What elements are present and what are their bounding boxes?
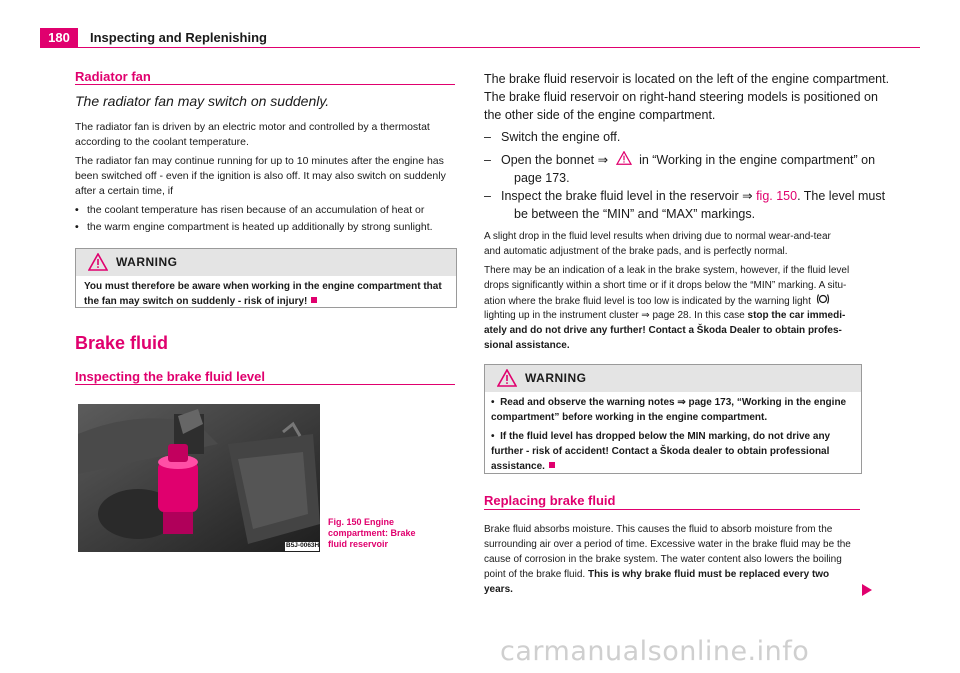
replacing-line-3: cause of corrosion in the brake system. The water content also lowers the boiling xyxy=(484,554,842,565)
brake-paragraph-4-line-1: There may be an indication of a leak in the brake system, however, if the fluid level xyxy=(484,265,850,276)
replacing-line-4-text: point of the brake fluid. xyxy=(484,569,586,580)
warning-bullet-2-line-1 xyxy=(491,429,830,445)
bullet-dot: • xyxy=(491,431,495,442)
radiator-heading-rule xyxy=(75,84,455,85)
brake-paragraph-1-line-2: The brake fluid reservoir on right-hand steering models is positioned on xyxy=(484,90,878,104)
replacing-line-5: years. xyxy=(484,584,513,595)
radiator-fan-heading: Radiator fan xyxy=(75,69,151,84)
figure-caption xyxy=(328,517,438,550)
warning-bullet-2-line-2: further - risk of accident! Contact a Škoda dealer to obtain professional xyxy=(491,446,830,457)
figure-code: B5J-0063H xyxy=(286,542,320,549)
warning-label: WARNING xyxy=(525,371,587,385)
brake-paragraph-4-line-3-text: ation where the brake fluid level is too low is indicated by the warning light xyxy=(484,296,811,307)
brake-paragraph-4-line-5: ately and do not drive any further! Contact a Škoda Dealer to obtain profes- xyxy=(484,325,842,336)
warning-triangle-icon xyxy=(88,253,108,271)
inspecting-heading-rule xyxy=(75,384,455,385)
end-marker-icon xyxy=(311,297,317,303)
page-number: 180 xyxy=(40,28,78,48)
warning-triangle-icon xyxy=(497,369,517,387)
brake-paragraph-4-line-4-text: lighting up in the instrument cluster ⇒ page 28. In this case xyxy=(484,310,745,321)
warning-bullet-2-text-end: assistance. xyxy=(491,461,545,472)
step-1: Switch the engine off. xyxy=(501,130,621,144)
warning-label: WARNING xyxy=(116,255,178,269)
brake-paragraph-1-line-3: the other side of the engine compartment. xyxy=(484,108,716,122)
brake-paragraph-4-line-2: drops significantly within a short time or if it drops below the “MIN” marking. A situ- xyxy=(484,280,847,291)
replacing-line-4-bold: This is why brake fluid must be replaced every two xyxy=(587,569,830,580)
brake-paragraph-4-line-4 xyxy=(484,308,845,324)
brake-fluid-reservoir-illustration xyxy=(78,404,320,552)
bullet-dot: • xyxy=(75,204,79,216)
step-3-text-b: . The level must xyxy=(797,189,886,203)
warning-bullet-2-text: If the fluid level has dropped below the MIN marking, do not drive any xyxy=(500,431,831,442)
brake-paragraph-3-line-1: A slight drop in the fluid level results when driving due to normal wear-and-tear xyxy=(484,231,831,242)
list-item-text: the coolant temperature has risen because of an accumulation of heat or xyxy=(87,204,425,216)
brake-warning-box xyxy=(484,364,862,474)
radiator-paragraph-2-line-1: The radiator fan may continue running for up to 10 minutes after the engine has xyxy=(75,155,444,167)
warning-text-line-2 xyxy=(84,294,317,310)
step-2-text-b: in “Working in the engine compartment” on xyxy=(639,153,876,167)
warning-bullet-2-line-3 xyxy=(491,459,555,475)
warning-text-line-1: You must therefore be aware when working in the engine compartment that xyxy=(84,281,442,292)
warning-bullet-1-line-2: compartment” before working in the engine compartment. xyxy=(491,412,768,423)
brake-paragraph-3-line-2: and automatic adjustment of the brake pads, and is perfectly normal. xyxy=(484,246,788,257)
end-marker-icon xyxy=(549,462,555,468)
radiator-paragraph-1-line-1: The radiator fan is driven by an electric motor and controlled by a thermostat xyxy=(75,121,430,133)
step-dash: – xyxy=(484,130,491,144)
next-page-arrow-icon[interactable] xyxy=(860,583,874,597)
figure-caption-line-1: Fig. 150 Engine xyxy=(328,517,395,527)
list-item xyxy=(75,219,455,235)
list-item xyxy=(75,202,455,218)
figure-caption-line-3: fluid reservoir xyxy=(328,539,389,549)
figure-150-link[interactable]: fig. 150 xyxy=(756,189,798,203)
list-item-text: the warm engine compartment is heated up additionally by strong sunlight. xyxy=(87,221,433,233)
replacing-brake-fluid-heading: Replacing brake fluid xyxy=(484,493,616,508)
radiator-intro: The radiator fan may switch on suddenly. xyxy=(75,93,330,109)
step-dash: – xyxy=(484,153,491,167)
radiator-paragraph-1-line-2: according to the coolant temperature. xyxy=(75,136,249,148)
warning-bullet-1-text: Read and observe the warning notes ⇒ page 173, “Working in the engine xyxy=(500,397,847,408)
replacing-line-2: surrounding air over a period of time. Excessive water in the brake fluid may be the xyxy=(484,539,851,550)
step-2-line-2: page 173. xyxy=(514,171,570,185)
watermark: carmanualsonline.info xyxy=(500,636,810,667)
replacing-line-1: Brake fluid absorbs moisture. This causes the fluid to absorb moisture from the xyxy=(484,524,833,535)
figure-caption-line-2: compartment: Brake xyxy=(328,528,416,538)
brake-paragraph-4-line-6: sional assistance. xyxy=(484,340,570,351)
brake-paragraph-4-line-4-bold: stop the car immedi- xyxy=(747,310,846,321)
replacing-heading-rule xyxy=(484,509,860,510)
section-title: Inspecting and Replenishing xyxy=(90,30,267,45)
step-3-text-a: Inspect the brake fluid level in the reservoir ⇒ xyxy=(501,189,753,203)
radiator-paragraph-2-line-3: after a certain time, if xyxy=(75,185,174,197)
brake-fluid-heading: Brake fluid xyxy=(75,333,169,353)
inspecting-brake-fluid-heading: Inspecting the brake fluid level xyxy=(75,369,265,384)
replacing-line-4 xyxy=(484,567,829,583)
radiator-warning-box xyxy=(75,248,457,308)
step-2-text-a: Open the bonnet ⇒ xyxy=(501,153,609,167)
radiator-paragraph-2-line-2: been switched off - even if the ignition is also off. It may also switch on suddenly xyxy=(75,170,446,182)
brake-paragraph-1-line-1: The brake fluid reservoir is located on the left of the engine compartment. xyxy=(484,72,890,86)
brake-warning-light-icon xyxy=(816,293,830,305)
step-3-line-1 xyxy=(501,187,885,205)
bullet-dot: • xyxy=(491,397,495,408)
warning-triangle-icon xyxy=(616,151,632,165)
step-2-line-1 xyxy=(501,151,875,169)
warning-text-line-2-content: the fan may switch on suddenly - risk of injury! xyxy=(84,296,308,307)
step-dash: – xyxy=(484,189,491,203)
step-3-line-2: be between the “MIN” and “MAX” markings. xyxy=(514,207,756,221)
engine-compartment-photo xyxy=(78,404,320,552)
header-rule xyxy=(40,47,920,48)
bullet-dot: • xyxy=(75,221,79,233)
warning-header xyxy=(485,365,861,392)
warning-header xyxy=(76,249,456,276)
warning-bullet-1-line-1 xyxy=(491,395,846,411)
